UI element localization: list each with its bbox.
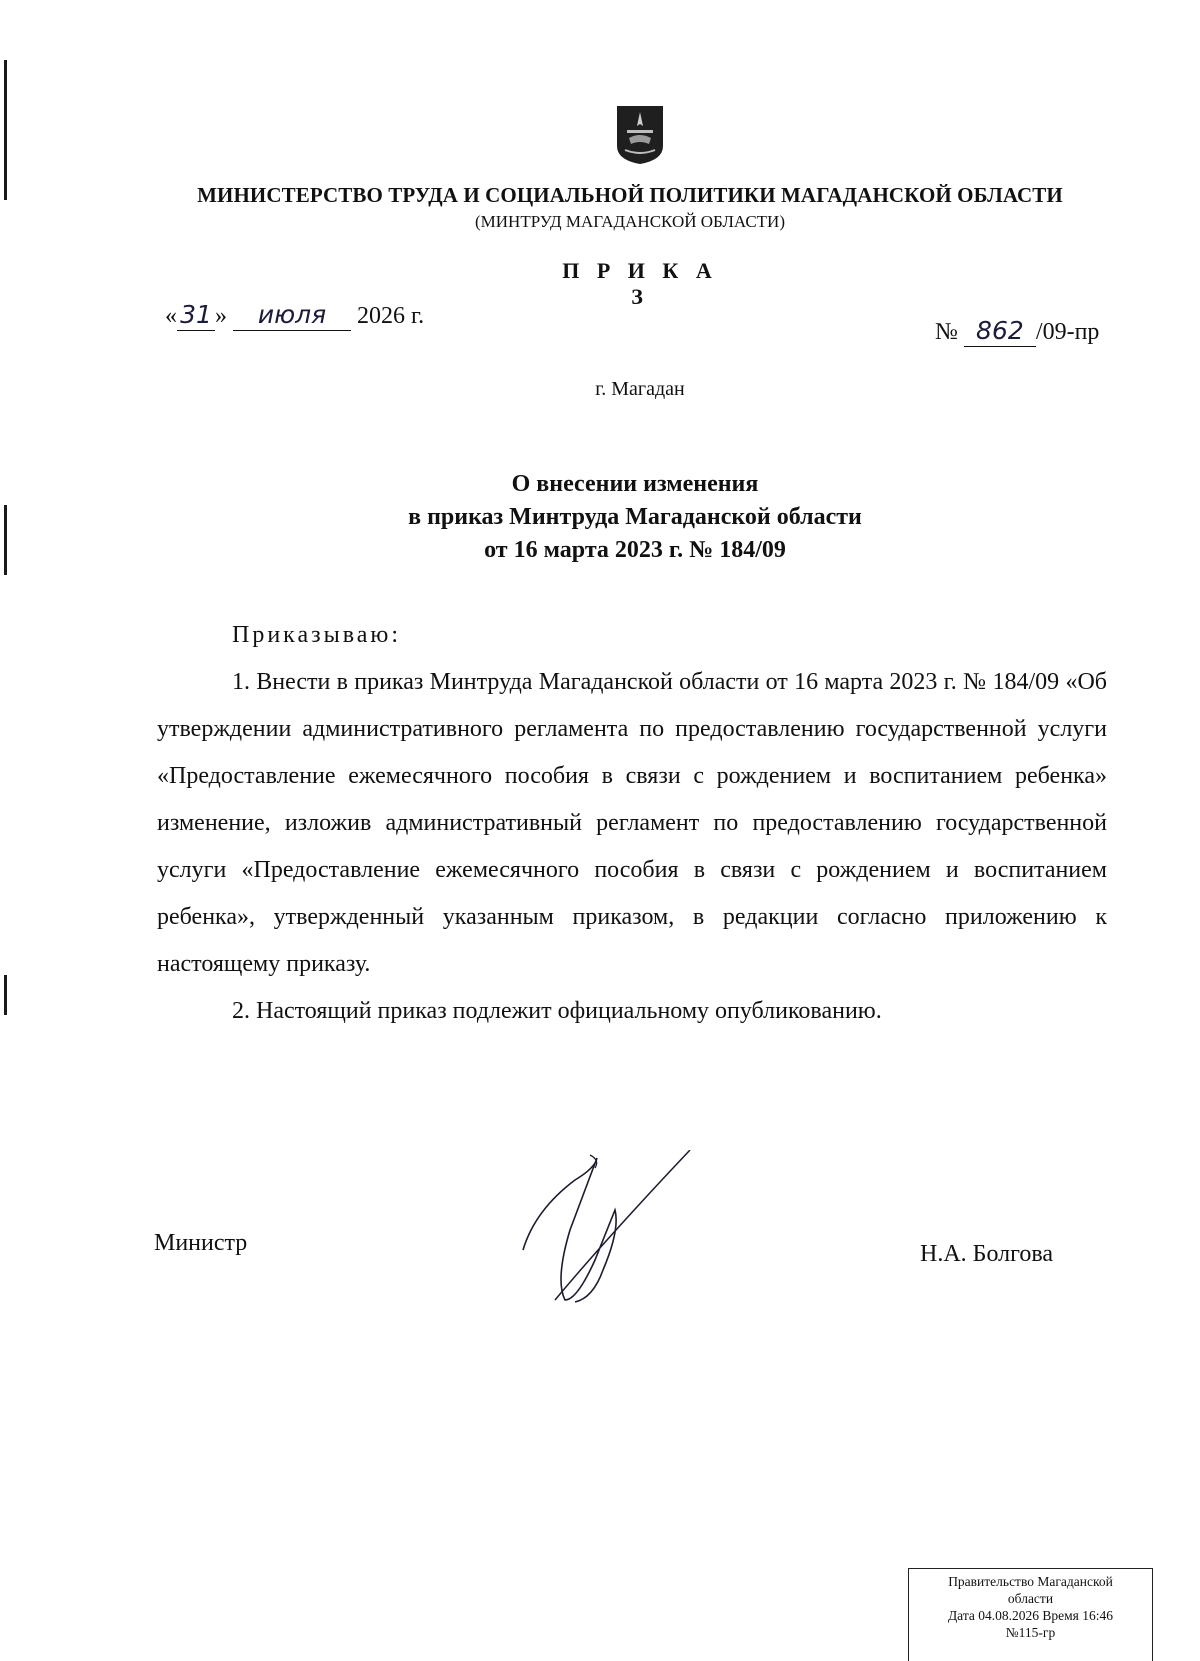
order-date — [165, 300, 485, 344]
handwritten-signature — [515, 1150, 745, 1310]
date-year: 2026 г. — [357, 303, 425, 329]
title-line: в приказ Минтруда Магаданской области — [408, 504, 862, 530]
order-title — [250, 468, 1020, 567]
date-month: июля — [233, 300, 351, 331]
ministry-short-name: (МИНТРУД МАГАДАНСКОЙ ОБЛАСТИ) — [474, 212, 785, 231]
paragraph-2: 2. Настоящий приказ подлежит официальному опубликованию. — [232, 998, 882, 1024]
title-line: О внесении изменения — [511, 471, 759, 497]
order-word: Приказываю: — [232, 622, 401, 648]
coat-of-arms-icon — [615, 104, 665, 166]
paragraph-1: 1. Внести в приказ Минтруда Магаданской области от 16 марта 2023 г. № 184/09 «Об утверждении административного регламента по предоставлению государственной услуги «Предоставление ежемесячного пособия в связи с рождением и воспитанием ребенка» изменение, изложив административный регламент по предоставлению государственной услуги «Предоставление ежемесячного пособия в связи с рождением и воспитанием ребенка», утвержденный указанным приказом, в редакции согласно приложению к настоящему приказу. — [157, 669, 1107, 977]
stamp-line: Дата 04.08.2026 Время 16:46 — [947, 1608, 1114, 1623]
stamp-line: №115-гр — [1005, 1625, 1056, 1640]
title-line: от 16 марта 2023 г. № 184/09 — [484, 537, 786, 563]
date-open-quote: « — [165, 303, 177, 329]
registration-stamp — [908, 1568, 1153, 1661]
date-close-quote: » — [215, 303, 227, 329]
signatory-position: Министр — [154, 1230, 248, 1256]
number-suffix: /09-пр — [1035, 319, 1100, 345]
date-day: 31 — [177, 300, 215, 331]
order-number — [935, 316, 1099, 347]
document-type: П Р И К А З — [562, 258, 718, 309]
scan-edge-mark — [4, 60, 7, 200]
scan-edge-mark — [4, 975, 7, 1015]
ministry-name: МИНИСТЕРСТВО ТРУДА И СОЦИАЛЬНОЙ ПОЛИТИКИ МАГАДАНСКОЙ ОБЛАСТИ — [197, 183, 1063, 207]
number-value: 862 — [964, 316, 1036, 347]
scan-edge-mark — [4, 505, 7, 575]
order-body — [157, 612, 1107, 1035]
signatory-name: Н.А. Болгова — [920, 1241, 1054, 1267]
number-prefix: № — [935, 319, 958, 345]
stamp-line: Правительство Магаданской — [948, 1574, 1113, 1589]
city: г. Магадан — [595, 378, 685, 400]
stamp-line: области — [1007, 1591, 1054, 1606]
